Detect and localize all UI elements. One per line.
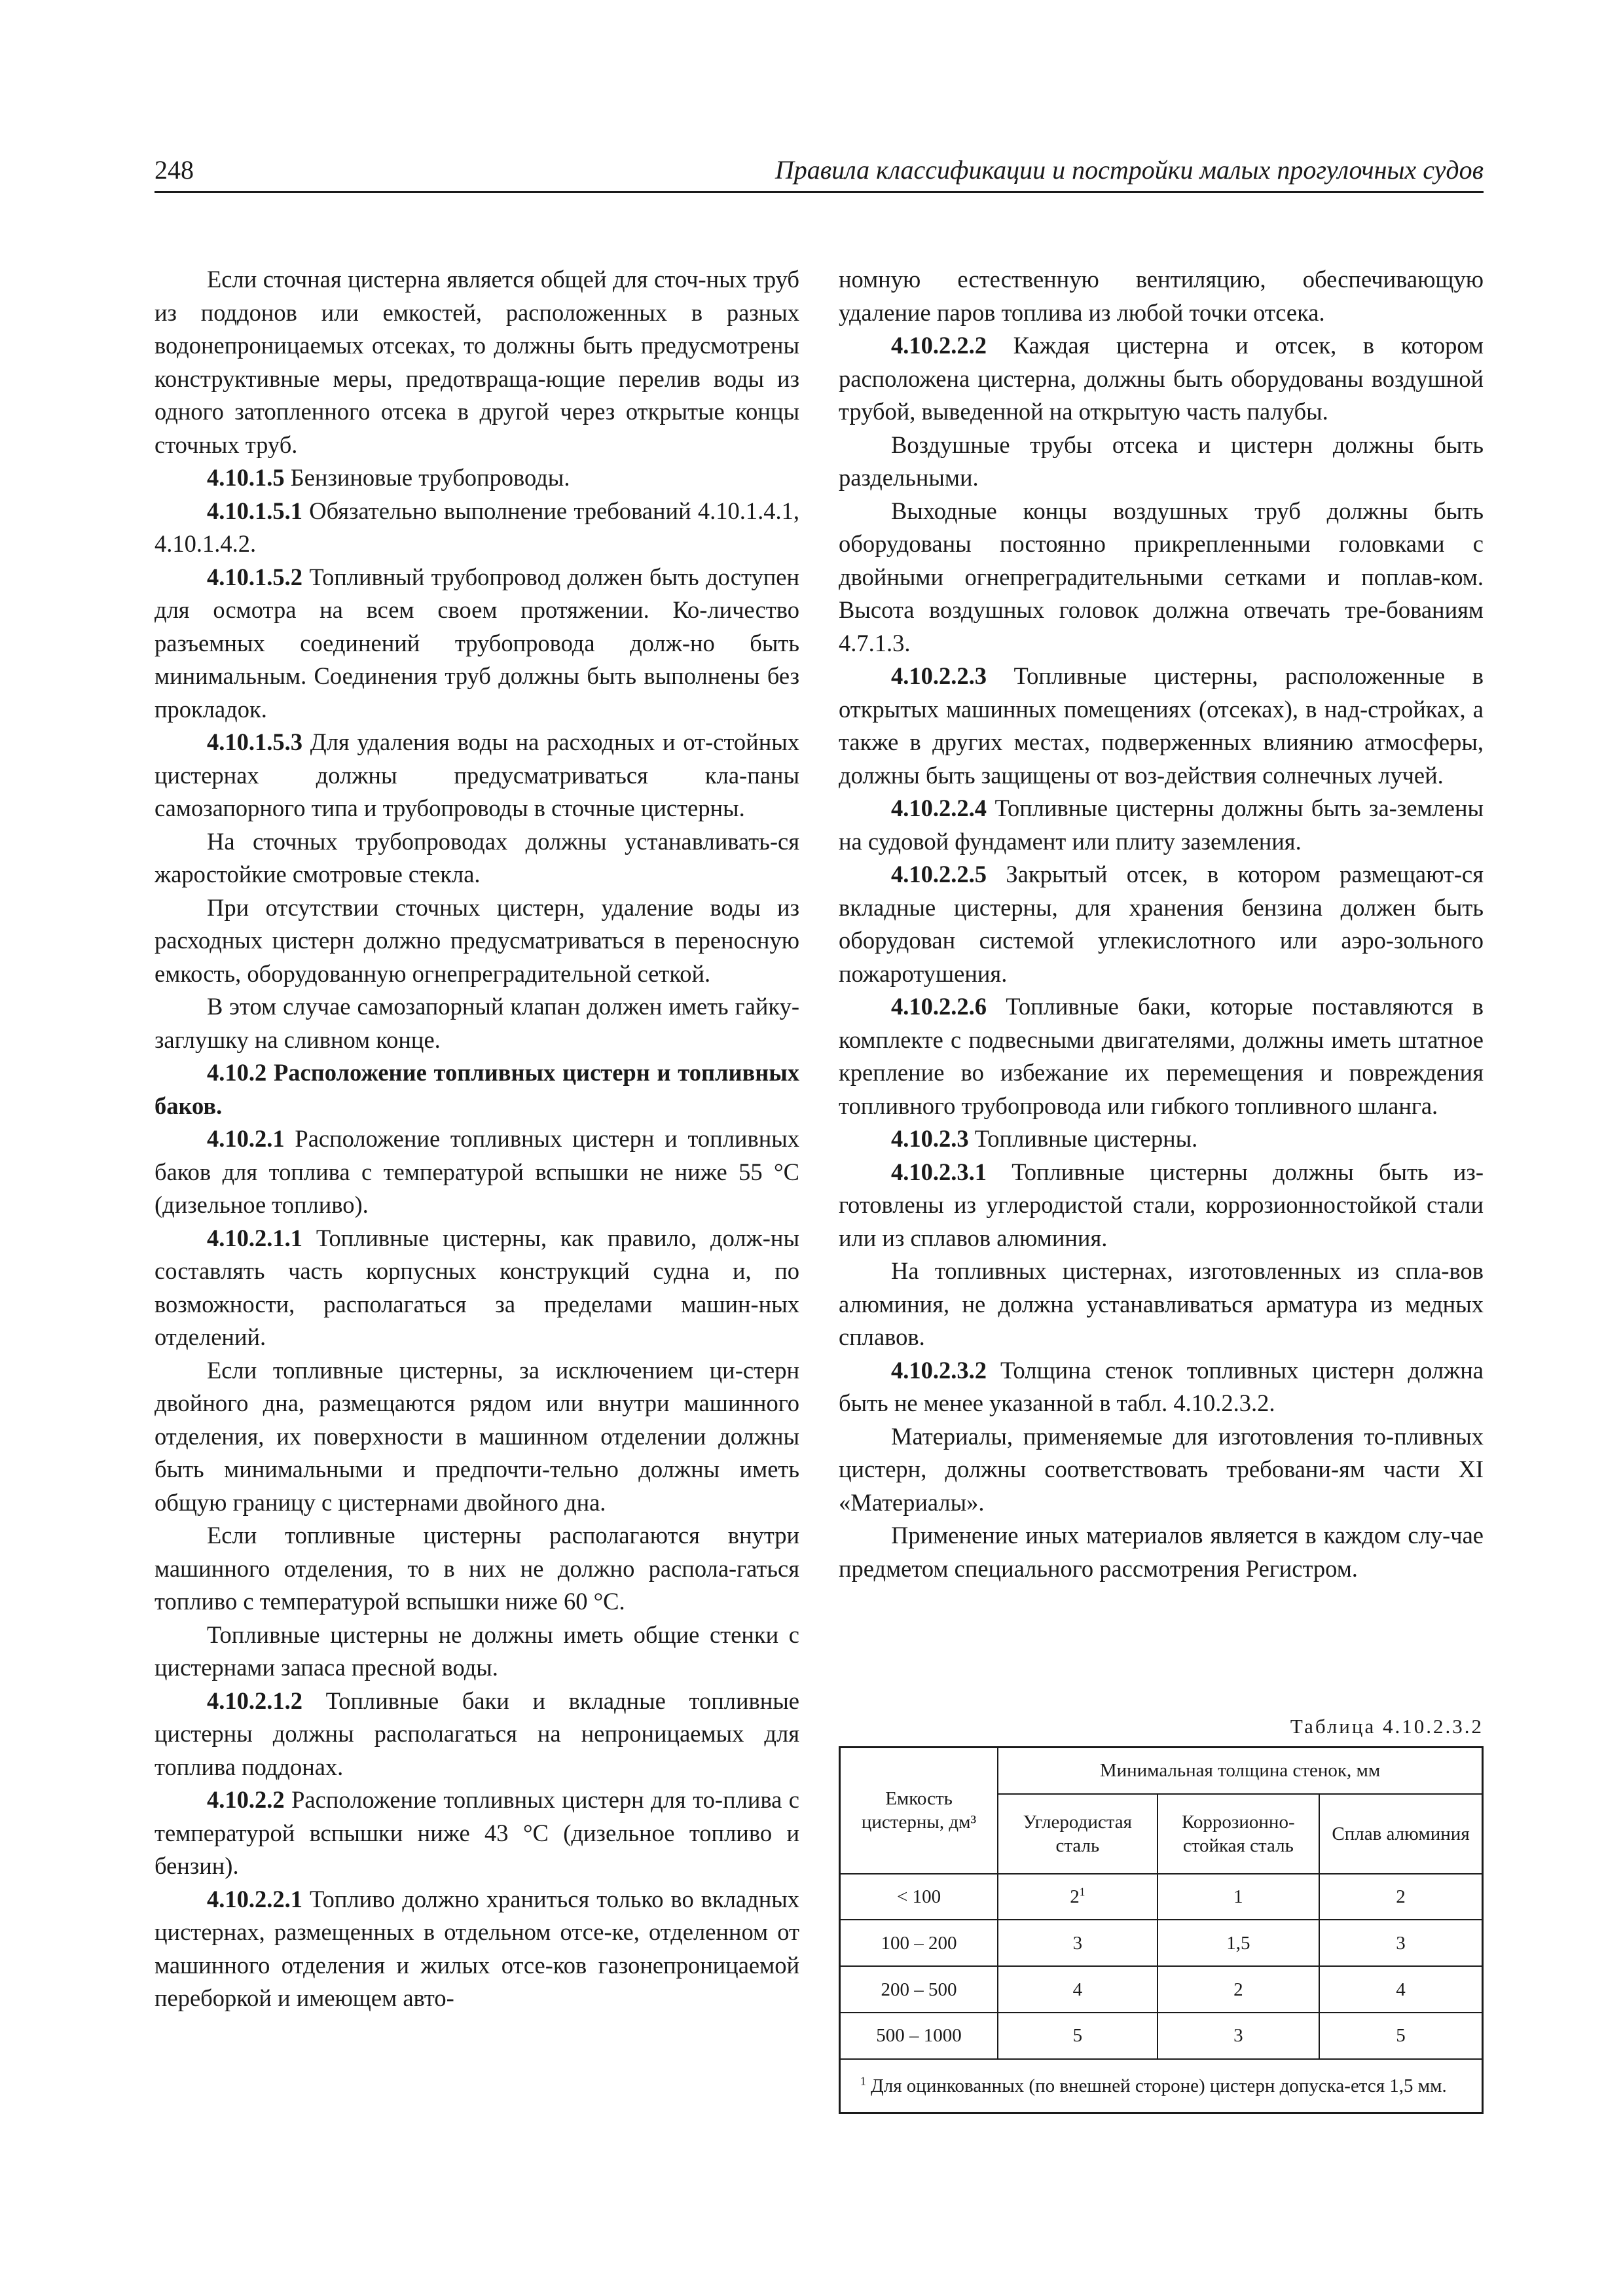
stainless-steel-cell [1158,1966,1319,2013]
table-subheader-stainless: Коррозионно-стойкая сталь [1158,1794,1319,1874]
paragraph [155,1519,799,1619]
paragraph-text: Если сточная цистерна является общей для сточ-ных труб из поддонов или емкостей, расположенных в разных водонепроницаемых отсеках, то должны быть предусмотрены конструктивные меры, предотвраща-ющие перелив воды из одного затопленного отсека в другой через открытые концы сточных труб. [155,266,799,458]
table-subheader-aluminium: Сплав алюминия [1319,1794,1482,1874]
stainless-steel-cell-value: 3 [1233,2025,1243,2047]
clause-number: 4.10.2.2.6 [891,993,987,1020]
paragraph [155,263,799,461]
paragraph-text: На сточных трубопроводах должны устанавливать-ся жаростойкие смотровые стекла. [155,827,799,888]
table-row [840,2013,1483,2059]
clause-number: 4.10.2.2 [207,1786,285,1813]
clause-number: 4.10.2.1 [207,1125,285,1152]
paragraph [839,263,1484,329]
paragraph [155,726,799,825]
paragraph [155,461,799,495]
capacity-cell [840,1874,998,1920]
clause-number: 4.10.1.5.3 [207,728,302,755]
header-rule [155,191,1484,193]
carbon-steel-cell-value: 5 [1072,2025,1083,2047]
clause-number: 4.10.2.1.1 [207,1224,302,1251]
paragraph [155,1685,799,1784]
paragraph [155,495,799,561]
clause-number: 4.10.1.5.1 [207,497,302,524]
carbon-steel-cell [998,1874,1158,1920]
paragraph-text: Для удаления воды на расходных и от-стойных цистернах должны предусматриваться кла-паны самозапорного типа и трубопроводы в сточные цистерны. [155,728,800,821]
stainless-steel-cell-value: 1,5 [1226,1932,1250,1954]
paragraph [155,1883,799,2015]
paragraph-text: Расположение топливных цистерн и топливных баков для топлива с температурой вспышки не ниже 55 °С (дизельное топливо). [155,1125,799,1218]
clause-number: 4.10.2.3.1 [891,1158,987,1185]
paragraph-text: Топливные цистерны, расположенные в открытых машинных помещениях (отсеках), в над-стройках, а также в других местах, подверженных влиянию атмосферы, должны быть защищены от воз-действия солнечных лучей. [839,662,1484,789]
carbon-steel-cell [998,1920,1158,1966]
paragraph [155,891,799,991]
capacity-cell-value: < 100 [896,1886,941,1908]
paragraph-text: Топливные цистерны должны быть за-землены на судовой фундамент или плиту заземления. [839,795,1484,855]
paragraph-text: Бензиновые трубопроводы. [290,464,570,491]
carbon-steel-cell-value: 4 [1072,1979,1083,2000]
aluminium-cell [1319,1920,1482,1966]
clause-number: 4.10.2.1.2 [207,1687,302,1714]
clause-number: 4.10.2.2.3 [891,662,987,689]
stainless-steel-cell-value: 1 [1233,1886,1243,1908]
aluminium-cell-value: 5 [1396,2025,1406,2047]
table-body [840,1874,1483,2059]
clause-number: 4.10.2.2.5 [891,861,987,888]
paragraph-text: номную естественную вентиляцию, обеспечивающую удаление паров топлива из любой точки отсека. [839,266,1484,326]
stainless-steel-cell [1158,1920,1319,1966]
clause-number: 4.10.2.2.1 [207,1885,302,1912]
paragraph-text: Топливные цистерны не должны иметь общие стенки с цистернами запаса пресной воды. [155,1621,799,1681]
capacity-cell [840,2013,998,2059]
capacity-cell-value: 500 – 1000 [876,2025,962,2047]
paragraph-text: Топливный трубопровод должен быть доступен для осмотра на всем своем протяжении. Ко-личество разъемных соединений трубопровода долж-но быть минимальным. Соединения труб должны быть выполнены без прокладок. [155,563,799,723]
paragraph [839,329,1484,429]
paragraph [155,561,799,726]
carbon-steel-cell [998,2013,1158,2059]
aluminium-cell [1319,1966,1482,2013]
paragraph [839,1122,1484,1156]
paragraph [839,495,1484,660]
paragraph-text: Воздушные трубы отсека и цистерн должны быть раздельными. [839,431,1484,491]
wall-thickness-table [839,1746,1484,2114]
footnote-mark: 1 [860,2074,866,2088]
table-header-capacity: Емкость цистерны, дм³ [840,1748,998,1874]
carbon-steel-cell-value: 2 [1070,1886,1080,1908]
paragraph-text: Топливные баки и вкладные топливные цистерны должны располагаться на непроницаемых для топлива поддонах. [155,1687,799,1780]
capacity-cell [840,1920,998,1966]
paragraph [155,1784,799,1883]
right-column [839,263,1484,1585]
carbon-steel-cell [998,1966,1158,2013]
page-number: 248 [155,155,194,185]
paragraph-text: Закрытый отсек, в котором размещают-ся вкладные цистерны, для хранения бензина должен быть оборудован системой углекислотного или аэро-зольного пожаротушения. [839,861,1484,987]
paragraph-text: Если топливные цистерны, за исключением ци-стерн двойного дна, размещаются рядом или внутри машинного отделения, их поверхности в машинном отделении должны быть минимальными и предпочти-тельно должны иметь общую границу с цистернами двойного дна. [155,1356,799,1516]
aluminium-cell-value: 4 [1396,1979,1406,2000]
paragraph [839,1519,1484,1585]
paragraph [839,1156,1484,1255]
stainless-steel-cell-value: 2 [1233,1979,1243,2000]
clause-number: 4.10.2 [207,1059,267,1086]
table-header-min-thickness: Минимальная толщина стенок, мм [998,1748,1482,1794]
paragraph-text: Если топливные цистерны располагаются внутри машинного отделения, то в них не должно распола-гаться топливо с температурой вспышки ниже 60 °С. [155,1522,799,1615]
paragraph-text: Расположение топливных цистерн и топливных баков. [155,1059,800,1119]
left-column [155,263,799,2015]
capacity-cell [840,1966,998,2013]
paragraph [155,1354,799,1520]
paragraph-text: В этом случае самозапорный клапан должен иметь гайку-заглушку на сливном конце. [155,993,799,1053]
paragraph [839,429,1484,495]
stainless-steel-cell [1158,2013,1319,2059]
table-footnote [840,2059,1483,2113]
paragraph [839,1420,1484,1520]
paragraph [839,792,1484,858]
capacity-cell-value: 100 – 200 [881,1932,957,1954]
footnote-ref: 1 [1079,1885,1085,1899]
table-caption: Таблица 4.10.2.3.2 [1290,1715,1484,1738]
paragraph [155,990,799,1056]
paragraph-text: При отсутствии сточных цистерн, удаление воды из расходных цистерн должно предусматриваться в переносную емкость, оборудованную огнепреградительной сеткой. [155,893,799,987]
paragraph [155,1619,799,1685]
aluminium-cell-value: 3 [1396,1932,1406,1954]
page-header [155,154,1484,194]
carbon-steel-cell-value: 3 [1072,1932,1083,1954]
paragraph [155,1056,799,1122]
paragraph-text: Обязательно выполнение требований 4.10.1.4.1, 4.10.1.4.2. [155,497,800,557]
paragraph [839,660,1484,792]
clause-number: 4.10.1.5 [207,464,285,491]
paragraph [839,858,1484,990]
footnote-text: Для оцинкованных (по внешней стороне) цистерн допуска-ется 1,5 мм. [870,2075,1447,2096]
paragraph-text: Каждая цистерна и отсек, в котором расположена цистерна, должны быть оборудованы воздушной трубой, выведенной на открытую часть палубы. [839,332,1484,425]
aluminium-cell [1319,2013,1482,2059]
paragraph [155,1222,799,1354]
capacity-cell-value: 200 – 500 [881,1979,957,2000]
paragraph-text: На топливных цистернах, изготовленных из спла-вов алюминия, не должна устанавливаться арматура из медных сплавов. [839,1257,1484,1350]
running-title: Правила классификации и постройки малых прогулочных судов [775,155,1484,185]
table-subheader-carbon: Углеродистая сталь [998,1794,1158,1874]
clause-number: 4.10.1.5.2 [207,563,302,590]
paragraph-text: Материалы, применяемые для изготовления то-пливных цистерн, должны соответствовать требовани-ям части XI «Материалы». [839,1422,1484,1516]
aluminium-cell [1319,1874,1482,1920]
table-row [840,1966,1483,2013]
clause-number: 4.10.2.2.4 [891,795,987,821]
paragraph-text: Топливные цистерны должны быть из-готовлены из углеродистой стали, коррозионностойкой стали или из сплавов алюминия. [839,1158,1484,1251]
paragraph-text: Толщина стенок топливных цистерн должна быть не менее указанной в табл. 4.10.2.3.2. [839,1356,1484,1416]
table-row [840,1874,1483,1920]
paragraph [839,1354,1484,1420]
aluminium-cell-value: 2 [1396,1886,1406,1908]
paragraph-text: Применение иных материалов является в каждом слу-чае предметом специального рассмотрения Регистром. [839,1522,1484,1582]
table-row [840,1920,1483,1966]
paragraph-text: Выходные концы воздушных труб должны быть оборудованы постоянно прикрепленными головками с двойными огнепреградительными сетками и поплав-ком. Высота воздушных головок должна отвечать тре-бованиям 4.7.1.3. [839,497,1484,656]
paragraph [839,990,1484,1122]
clause-number: 4.10.2.3 [891,1125,969,1152]
paragraph-text: Топливные цистерны. [974,1125,1198,1152]
paragraph-text: Топливо должно храниться только во вкладных цистернах, размещенных в отдельном отсе-ке, отделенном от машинного отделения и жилых отсе-ков газонепроницаемой переборкой и имеющем авто- [155,1885,800,2011]
paragraph-text: Топливные баки, которые поставляются в комплекте с подвесными двигателями, должны иметь штатное крепление во избежание их перемещения и повреждения топливного трубопровода или гибкого топливного шланга. [839,993,1484,1119]
clause-number: 4.10.2.2.2 [891,332,987,359]
paragraph [839,1255,1484,1354]
paragraph [155,1122,799,1222]
paragraph-text: Топливные цистерны, как правило, долж-ны составлять часть корпусных конструкций судна и, по возможности, располагаться за пределами машин-ных отделений. [155,1224,799,1350]
paragraph [155,825,799,891]
stainless-steel-cell [1158,1874,1319,1920]
paragraph-text: Расположение топливных цистерн для то-плива с температурой вспышки ниже 43 °С (дизельное топливо и бензин). [155,1786,799,1879]
clause-number: 4.10.2.3.2 [891,1356,987,1384]
